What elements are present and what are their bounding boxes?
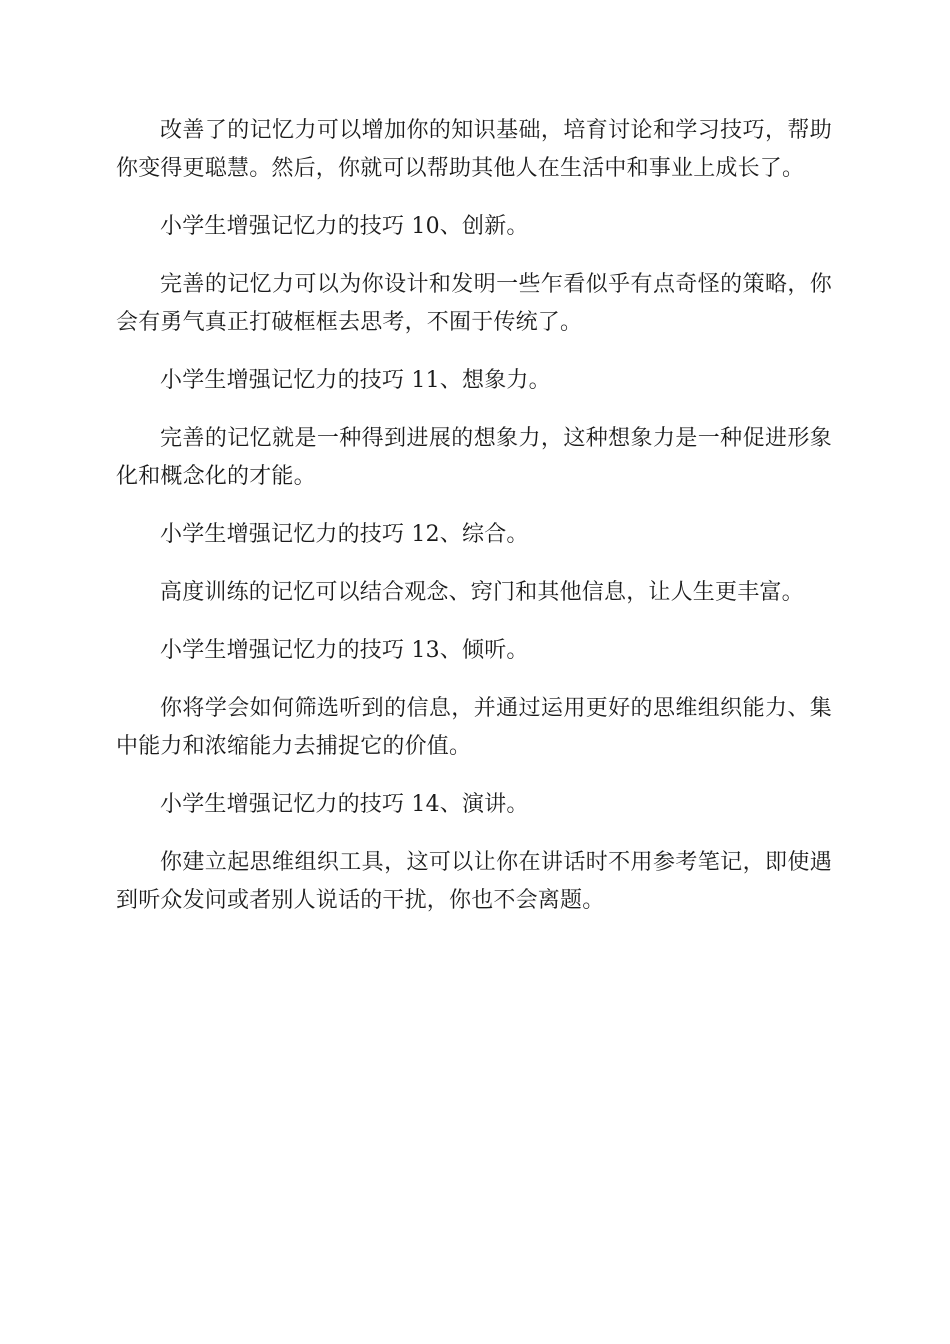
body-paragraph: 高度训练的记忆可以结合观念、窍门和其他信息，让人生更丰富。 xyxy=(160,580,804,605)
section-heading: 小学生增强记忆力的技巧 13、倾听。 xyxy=(160,638,529,663)
body-paragraph: 你将学会如何筛选听到的信息，并通过运用更好的思维组织能力、集中能力和浓缩能力去捕捉它的价值。 xyxy=(116,696,832,759)
body-paragraph: 完善的记忆就是一种得到进展的想象力，这种想象力是一种促进形象化和概念化的才能。 xyxy=(116,426,832,489)
section-heading: 小学生增强记忆力的技巧 11、想象力。 xyxy=(160,368,551,393)
document-body xyxy=(116,112,832,940)
body-paragraph: 改善了的记忆力可以增加你的知识基础，培育讨论和学习技巧，帮助你变得更聪慧。然后，你就可以帮助其他人在生活中和事业上成长了。 xyxy=(116,118,832,181)
body-paragraph: 完善的记忆力可以为你设计和发明一些乍看似乎有点奇怪的策略，你会有勇气真正打破框框去思考，不囿于传统了。 xyxy=(116,272,832,335)
section-heading: 小学生增强记忆力的技巧 10、创新。 xyxy=(160,214,529,239)
section-heading: 小学生增强记忆力的技巧 12、综合。 xyxy=(160,522,529,547)
body-paragraph: 你建立起思维组织工具，这可以让你在讲话时不用参考笔记，即使遇到听众发问或者别人说话的干扰，你也不会离题。 xyxy=(116,850,832,913)
section-heading: 小学生增强记忆力的技巧 14、演讲。 xyxy=(160,792,529,817)
